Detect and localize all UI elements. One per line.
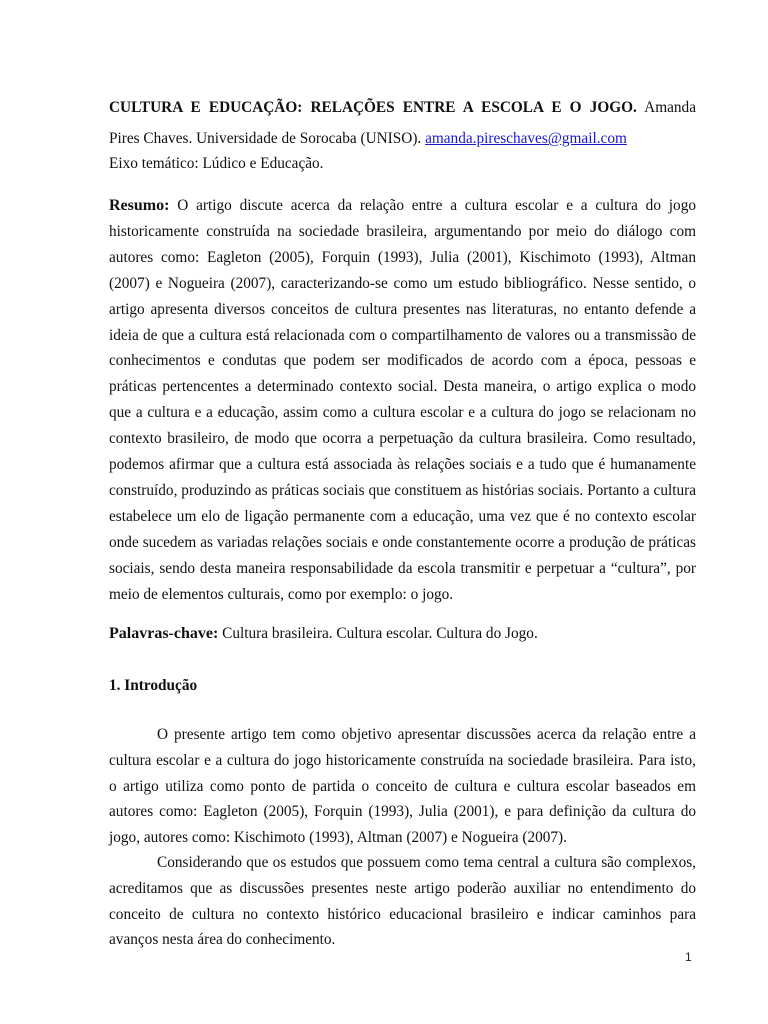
author-email-link[interactable]: amanda.pireschaves@gmail.com bbox=[425, 130, 627, 147]
author-affiliation-line bbox=[109, 127, 696, 151]
author-affiliation: Pires Chaves. Universidade de Sorocaba (UNISO). bbox=[109, 130, 422, 147]
keywords-label: Palavras-chave: bbox=[109, 625, 219, 642]
title-line bbox=[109, 96, 696, 120]
abstract bbox=[109, 193, 696, 608]
abstract-text: O artigo discute acerca da relação entre a cultura escolar e a cultura do jogo historicamente construída na sociedade brasileira, argumentando por meio do diálogo com autores como: Eagleton (2005), Forquin (1993), Julia (2001), Kischimoto (1993), Altman (2007) e Nogueira (2007), caracterizando-se como um estudo bibliográfico. Nesse sentido, o artigo apresenta diversos conceitos de cultura presentes nas literaturas, no entanto defende a ideia de que a cultura está relacionada com o compartilhamento de valores ou a transmissão de conhecimentos e condutas que podem ser modificados de acordo com a época, pessoas e práticas pertencentes a determinado contexto social. Desta maneira, o artigo explica o modo que a cultura e a educação, assim como a cultura escolar e a cultura do jogo se relacionam no contexto brasileiro, de modo que ocorra a perpetuação da cultura brasileira. Como resultado, podemos afirmar que a cultura está associada às relações sociais e a tudo que é humanamente construído, produzindo as práticas sociais que constituem as histórias sociais. Portanto a cultura estabelece um elo de ligação permanente com a educação, uma vez que é no contexto escolar onde sucedem as variadas relações sociais e onde constantemente ocorre a produção de práticas sociais, sendo desta maneira responsabilidade da escola transmitir e perpetuar a “cultura”, por meio de elementos culturais, como por exemplo: o jogo. bbox=[109, 197, 696, 603]
page-number: 1 bbox=[685, 950, 692, 964]
intro-paragraph: O presente artigo tem como objetivo apresentar discussões acerca da relação entre a cultura escolar e a cultura do jogo historicamente construída na sociedade brasileira. Para isto, o artigo utiliza como ponto de partida o conceito de cultura e cultura escolar baseados em autores como: Eagleton (2005), Forquin (1993), Julia (2001), e para definição da cultura do jogo, autores como: Kischimoto (1993), Altman (2007) e Nogueira (2007). bbox=[109, 726, 696, 847]
keywords-text: Cultura brasileira. Cultura escolar. Cultura do Jogo. bbox=[222, 625, 538, 642]
section-title: 1. Introdução bbox=[109, 677, 198, 694]
author-first-name: Amanda bbox=[644, 99, 696, 116]
thematic-axis: Eixo temático: Lúdico e Educação. bbox=[109, 155, 324, 172]
paper-title: CULTURA E EDUCAÇÃO: RELAÇÕES ENTRE A ESCOLA E O JOGO. bbox=[109, 99, 637, 116]
keywords bbox=[109, 622, 696, 646]
intro-paragraph: Considerando que os estudos que possuem como tema central a cultura são complexos, acreditamos que as discussões presentes neste artigo poderão auxiliar no entendimento do conceito de cultura no contexto histórico educacional brasileiro e indicar caminhos para avanços nesta área do conhecimento. bbox=[109, 854, 696, 949]
abstract-label: Resumo: bbox=[109, 197, 170, 214]
